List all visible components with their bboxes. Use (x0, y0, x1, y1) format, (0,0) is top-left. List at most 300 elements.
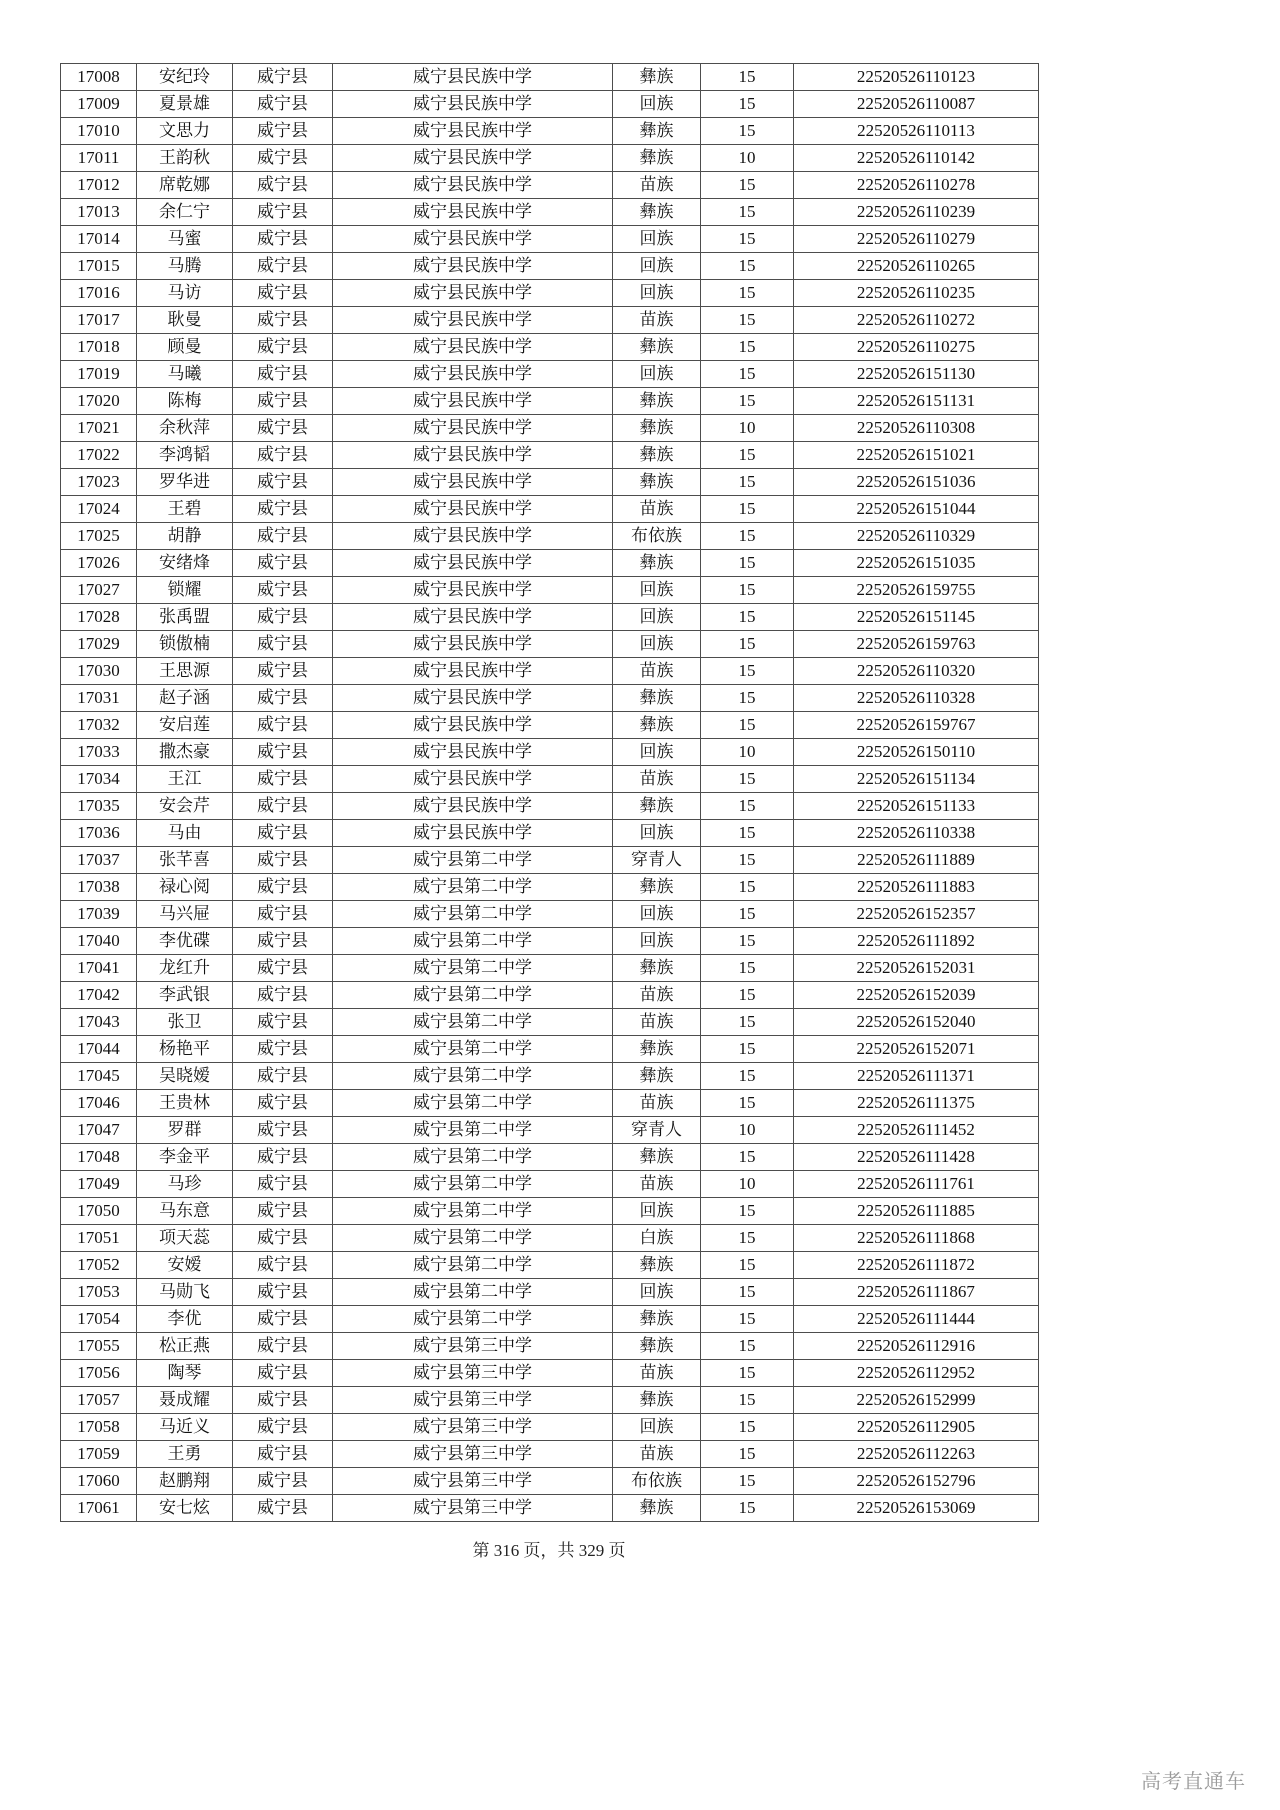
table-cell: 22520526151044 (794, 496, 1039, 523)
table-row (61, 928, 1039, 955)
table-cell: 22520526110329 (794, 523, 1039, 550)
table-row (61, 1495, 1039, 1522)
table-row (61, 766, 1039, 793)
table-cell: 17021 (61, 415, 137, 442)
table-cell: 威宁县 (233, 766, 333, 793)
table-cell: 李优碟 (137, 928, 233, 955)
table-cell: 22520526111428 (794, 1144, 1039, 1171)
table-cell: 威宁县第三中学 (333, 1468, 613, 1495)
table-cell: 威宁县 (233, 1117, 333, 1144)
table-cell: 17019 (61, 361, 137, 388)
table-cell: 彝族 (613, 469, 701, 496)
table-row (61, 793, 1039, 820)
table-cell: 马访 (137, 280, 233, 307)
table-cell: 15 (701, 631, 794, 658)
table-cell: 彝族 (613, 1063, 701, 1090)
table-cell: 回族 (613, 1198, 701, 1225)
table-cell: 22520526111371 (794, 1063, 1039, 1090)
table-cell: 席乾娜 (137, 172, 233, 199)
table-cell: 22520526159767 (794, 712, 1039, 739)
table-cell: 余秋萍 (137, 415, 233, 442)
table-cell: 安嫒 (137, 1252, 233, 1279)
table-cell: 22520526153069 (794, 1495, 1039, 1522)
table-cell: 威宁县民族中学 (333, 64, 613, 91)
table-cell: 威宁县第二中学 (333, 1225, 613, 1252)
table-row (61, 1333, 1039, 1360)
table-cell: 夏景雄 (137, 91, 233, 118)
table-cell: 17031 (61, 685, 137, 712)
table-cell: 安启莲 (137, 712, 233, 739)
table-cell: 22520526152040 (794, 1009, 1039, 1036)
watermark-text: 高考直通车 (1141, 1771, 1246, 1793)
table-cell: 15 (701, 253, 794, 280)
table-cell: 22520526152031 (794, 955, 1039, 982)
table-cell: 威宁县 (233, 172, 333, 199)
table-cell: 王勇 (137, 1441, 233, 1468)
table-row (61, 442, 1039, 469)
table-cell: 22520526151130 (794, 361, 1039, 388)
table-row (61, 1198, 1039, 1225)
table-row (61, 1387, 1039, 1414)
table-cell: 10 (701, 1117, 794, 1144)
table-cell: 17059 (61, 1441, 137, 1468)
table-cell: 15 (701, 1495, 794, 1522)
table-cell: 威宁县 (233, 793, 333, 820)
table-cell: 威宁县 (233, 1036, 333, 1063)
table-cell: 22520526110308 (794, 415, 1039, 442)
table-cell: 威宁县 (233, 64, 333, 91)
table-cell: 17027 (61, 577, 137, 604)
table-cell: 15 (701, 199, 794, 226)
table-cell: 15 (701, 1198, 794, 1225)
table-cell: 威宁县 (233, 1144, 333, 1171)
table-cell: 威宁县民族中学 (333, 280, 613, 307)
table-cell: 22520526111444 (794, 1306, 1039, 1333)
table-cell: 苗族 (613, 982, 701, 1009)
table-cell: 彝族 (613, 712, 701, 739)
table-cell: 17024 (61, 496, 137, 523)
table-cell: 苗族 (613, 307, 701, 334)
table-cell: 15 (701, 820, 794, 847)
table-cell: 威宁县 (233, 658, 333, 685)
table-row (61, 1090, 1039, 1117)
table-cell: 回族 (613, 253, 701, 280)
table-row (61, 1036, 1039, 1063)
table-cell: 文思力 (137, 118, 233, 145)
table-cell: 彝族 (613, 1144, 701, 1171)
table-cell: 威宁县 (233, 523, 333, 550)
table-cell: 15 (701, 523, 794, 550)
table-cell: 威宁县第二中学 (333, 1144, 613, 1171)
table-cell: 胡静 (137, 523, 233, 550)
table-cell: 22520526112916 (794, 1333, 1039, 1360)
table-cell: 威宁县第二中学 (333, 1117, 613, 1144)
table-cell: 15 (701, 955, 794, 982)
table-cell: 威宁县 (233, 928, 333, 955)
table-cell: 威宁县 (233, 388, 333, 415)
table-cell: 回族 (613, 901, 701, 928)
table-cell: 22520526151145 (794, 604, 1039, 631)
table-cell: 威宁县 (233, 1495, 333, 1522)
table-cell: 彝族 (613, 442, 701, 469)
table-cell: 17046 (61, 1090, 137, 1117)
table-cell: 顾曼 (137, 334, 233, 361)
table-cell: 17052 (61, 1252, 137, 1279)
table-cell: 威宁县 (233, 361, 333, 388)
table-cell: 威宁县民族中学 (333, 577, 613, 604)
table-row (61, 118, 1039, 145)
table-cell: 17061 (61, 1495, 137, 1522)
table-cell: 彝族 (613, 415, 701, 442)
table-cell: 威宁县 (233, 91, 333, 118)
table-cell: 苗族 (613, 658, 701, 685)
table-cell: 22520526152071 (794, 1036, 1039, 1063)
table-cell: 22520526110142 (794, 145, 1039, 172)
table-cell: 威宁县 (233, 1387, 333, 1414)
table-cell: 威宁县第二中学 (333, 982, 613, 1009)
roster-table-body (61, 64, 1039, 1522)
table-cell: 17038 (61, 874, 137, 901)
table-cell: 17056 (61, 1360, 137, 1387)
table-cell: 彝族 (613, 1252, 701, 1279)
table-cell: 威宁县 (233, 631, 333, 658)
table-cell: 回族 (613, 1279, 701, 1306)
table-cell: 22520526110279 (794, 226, 1039, 253)
table-cell: 苗族 (613, 1441, 701, 1468)
table-cell: 22520526112952 (794, 1360, 1039, 1387)
table-row (61, 1117, 1039, 1144)
table-cell: 10 (701, 739, 794, 766)
table-cell: 威宁县 (233, 1009, 333, 1036)
table-cell: 15 (701, 1144, 794, 1171)
table-cell: 彝族 (613, 118, 701, 145)
table-cell: 17028 (61, 604, 137, 631)
table-cell: 22520526110235 (794, 280, 1039, 307)
table-cell: 威宁县 (233, 1441, 333, 1468)
table-cell: 威宁县民族中学 (333, 631, 613, 658)
table-row (61, 334, 1039, 361)
table-row (61, 685, 1039, 712)
table-cell: 22520526110275 (794, 334, 1039, 361)
table-row (61, 550, 1039, 577)
table-cell: 苗族 (613, 1090, 701, 1117)
table-cell: 威宁县民族中学 (333, 415, 613, 442)
table-cell: 彝族 (613, 388, 701, 415)
table-row (61, 1009, 1039, 1036)
table-cell: 15 (701, 91, 794, 118)
table-cell: 15 (701, 1279, 794, 1306)
table-cell: 威宁县 (233, 1279, 333, 1306)
table-row (61, 820, 1039, 847)
table-row (61, 901, 1039, 928)
table-cell: 王韵秋 (137, 145, 233, 172)
table-cell: 15 (701, 712, 794, 739)
table-cell: 马由 (137, 820, 233, 847)
table-cell: 马东意 (137, 1198, 233, 1225)
table-cell: 苗族 (613, 1009, 701, 1036)
table-row (61, 739, 1039, 766)
table-row (61, 658, 1039, 685)
table-cell: 22520526110338 (794, 820, 1039, 847)
table-cell: 李武银 (137, 982, 233, 1009)
table-cell: 15 (701, 928, 794, 955)
table-cell: 王贵林 (137, 1090, 233, 1117)
table-cell: 17011 (61, 145, 137, 172)
table-cell: 17013 (61, 199, 137, 226)
table-cell: 威宁县 (233, 955, 333, 982)
table-row (61, 523, 1039, 550)
table-cell: 15 (701, 226, 794, 253)
table-cell: 彝族 (613, 199, 701, 226)
table-cell: 17050 (61, 1198, 137, 1225)
table-cell: 马勋飞 (137, 1279, 233, 1306)
table-cell: 威宁县 (233, 1333, 333, 1360)
table-cell: 马珍 (137, 1171, 233, 1198)
table-cell: 威宁县第二中学 (333, 955, 613, 982)
table-cell: 17043 (61, 1009, 137, 1036)
table-cell: 15 (701, 1036, 794, 1063)
table-cell: 安七炫 (137, 1495, 233, 1522)
table-cell: 22520526111885 (794, 1198, 1039, 1225)
table-cell: 王思源 (137, 658, 233, 685)
table-cell: 回族 (613, 739, 701, 766)
table-cell: 赵子涵 (137, 685, 233, 712)
table-cell: 15 (701, 874, 794, 901)
table-row (61, 64, 1039, 91)
table-cell: 15 (701, 1333, 794, 1360)
table-cell: 17048 (61, 1144, 137, 1171)
table-row (61, 712, 1039, 739)
table-cell: 威宁县民族中学 (333, 820, 613, 847)
table-cell: 彝族 (613, 1306, 701, 1333)
table-cell: 威宁县民族中学 (333, 793, 613, 820)
table-cell: 17057 (61, 1387, 137, 1414)
table-cell: 威宁县民族中学 (333, 658, 613, 685)
table-row (61, 361, 1039, 388)
table-cell: 威宁县第二中学 (333, 1063, 613, 1090)
table-cell: 威宁县第二中学 (333, 1279, 613, 1306)
table-row (61, 145, 1039, 172)
table-cell: 苗族 (613, 766, 701, 793)
table-cell: 回族 (613, 91, 701, 118)
table-row (61, 1279, 1039, 1306)
table-cell: 17026 (61, 550, 137, 577)
table-cell: 22520526110320 (794, 658, 1039, 685)
table-cell: 威宁县 (233, 604, 333, 631)
table-cell: 15 (701, 1063, 794, 1090)
table-cell: 威宁县 (233, 577, 333, 604)
table-cell: 陶琴 (137, 1360, 233, 1387)
table-cell: 15 (701, 766, 794, 793)
table-cell: 威宁县 (233, 442, 333, 469)
table-cell: 威宁县第二中学 (333, 874, 613, 901)
table-cell: 22520526110087 (794, 91, 1039, 118)
table-cell: 威宁县 (233, 415, 333, 442)
table-cell: 22520526110265 (794, 253, 1039, 280)
table-cell: 回族 (613, 226, 701, 253)
table-cell: 22520526110328 (794, 685, 1039, 712)
table-cell: 15 (701, 1360, 794, 1387)
table-cell: 苗族 (613, 1171, 701, 1198)
table-cell: 威宁县第二中学 (333, 1306, 613, 1333)
table-cell: 威宁县 (233, 145, 333, 172)
table-cell: 威宁县民族中学 (333, 604, 613, 631)
table-cell: 22520526151131 (794, 388, 1039, 415)
table-cell: 22520526159755 (794, 577, 1039, 604)
table-cell: 17045 (61, 1063, 137, 1090)
table-cell: 22520526110113 (794, 118, 1039, 145)
table-cell: 禄心阅 (137, 874, 233, 901)
table-cell: 彝族 (613, 955, 701, 982)
table-cell: 22520526110278 (794, 172, 1039, 199)
table-cell: 赵鹏翔 (137, 1468, 233, 1495)
table-cell: 15 (701, 64, 794, 91)
table-cell: 威宁县民族中学 (333, 145, 613, 172)
table-cell: 威宁县民族中学 (333, 550, 613, 577)
table-cell: 15 (701, 307, 794, 334)
table-cell: 威宁县 (233, 739, 333, 766)
table-cell: 彝族 (613, 1495, 701, 1522)
table-cell: 威宁县 (233, 253, 333, 280)
table-cell: 耿曼 (137, 307, 233, 334)
table-cell: 15 (701, 388, 794, 415)
table-cell: 威宁县 (233, 226, 333, 253)
table-cell: 15 (701, 1468, 794, 1495)
table-cell: 威宁县第三中学 (333, 1495, 613, 1522)
table-cell: 威宁县民族中学 (333, 685, 613, 712)
table-row (61, 1414, 1039, 1441)
table-cell: 回族 (613, 631, 701, 658)
table-cell: 威宁县 (233, 1090, 333, 1117)
table-row (61, 874, 1039, 901)
table-cell: 17018 (61, 334, 137, 361)
table-cell: 穿青人 (613, 1117, 701, 1144)
table-cell: 安纪玲 (137, 64, 233, 91)
table-cell: 威宁县民族中学 (333, 307, 613, 334)
table-cell: 15 (701, 793, 794, 820)
table-cell: 22520526111892 (794, 928, 1039, 955)
table-cell: 15 (701, 469, 794, 496)
table-cell: 22520526110272 (794, 307, 1039, 334)
table-cell: 15 (701, 1225, 794, 1252)
table-row (61, 226, 1039, 253)
table-cell: 15 (701, 118, 794, 145)
table-cell: 王碧 (137, 496, 233, 523)
table-cell: 17023 (61, 469, 137, 496)
table-cell: 17040 (61, 928, 137, 955)
table-cell: 彝族 (613, 145, 701, 172)
table-cell: 10 (701, 415, 794, 442)
table-cell: 威宁县第二中学 (333, 1252, 613, 1279)
table-cell: 威宁县 (233, 1225, 333, 1252)
table-cell: 威宁县 (233, 820, 333, 847)
table-cell: 威宁县 (233, 1468, 333, 1495)
table-cell: 威宁县 (233, 874, 333, 901)
table-cell: 22520526151134 (794, 766, 1039, 793)
table-cell: 威宁县民族中学 (333, 361, 613, 388)
table-cell: 彝族 (613, 1036, 701, 1063)
table-row (61, 1171, 1039, 1198)
table-cell: 15 (701, 1387, 794, 1414)
table-cell: 17030 (61, 658, 137, 685)
table-cell: 17010 (61, 118, 137, 145)
table-cell: 17039 (61, 901, 137, 928)
table-row (61, 496, 1039, 523)
table-cell: 10 (701, 1171, 794, 1198)
table-row (61, 1360, 1039, 1387)
table-cell: 17025 (61, 523, 137, 550)
table-row (61, 847, 1039, 874)
table-row (61, 253, 1039, 280)
table-row (61, 199, 1039, 226)
table-cell: 李优 (137, 1306, 233, 1333)
table-cell: 17017 (61, 307, 137, 334)
table-cell: 22520526111867 (794, 1279, 1039, 1306)
table-cell: 安绪烽 (137, 550, 233, 577)
table-cell: 15 (701, 496, 794, 523)
table-cell: 威宁县 (233, 1414, 333, 1441)
table-cell: 回族 (613, 577, 701, 604)
table-cell: 威宁县民族中学 (333, 523, 613, 550)
table-cell: 威宁县 (233, 199, 333, 226)
table-cell: 15 (701, 658, 794, 685)
table-row (61, 631, 1039, 658)
table-cell: 17053 (61, 1279, 137, 1306)
table-cell: 22520526111868 (794, 1225, 1039, 1252)
table-cell: 马蜜 (137, 226, 233, 253)
table-cell: 10 (701, 145, 794, 172)
table-cell: 威宁县 (233, 550, 333, 577)
table-cell: 威宁县民族中学 (333, 226, 613, 253)
table-cell: 威宁县 (233, 1306, 333, 1333)
table-cell: 威宁县第三中学 (333, 1441, 613, 1468)
table-cell: 15 (701, 901, 794, 928)
table-cell: 威宁县 (233, 1198, 333, 1225)
table-row (61, 1468, 1039, 1495)
table-cell: 彝族 (613, 874, 701, 901)
table-cell: 彝族 (613, 64, 701, 91)
table-cell: 威宁县民族中学 (333, 739, 613, 766)
table-cell: 威宁县 (233, 982, 333, 1009)
table-cell: 威宁县 (233, 1360, 333, 1387)
table-cell: 威宁县 (233, 307, 333, 334)
table-cell: 22520526111452 (794, 1117, 1039, 1144)
table-cell: 布依族 (613, 523, 701, 550)
table-cell: 15 (701, 361, 794, 388)
table-cell: 龙红升 (137, 955, 233, 982)
table-cell: 威宁县第二中学 (333, 928, 613, 955)
table-cell: 聂成耀 (137, 1387, 233, 1414)
table-cell: 17036 (61, 820, 137, 847)
table-cell: 22520526111889 (794, 847, 1039, 874)
table-cell: 22520526151021 (794, 442, 1039, 469)
table-cell: 威宁县第二中学 (333, 1171, 613, 1198)
table-cell: 威宁县第三中学 (333, 1360, 613, 1387)
table-cell: 22520526111375 (794, 1090, 1039, 1117)
table-cell: 15 (701, 1441, 794, 1468)
table-cell: 余仁宁 (137, 199, 233, 226)
table-cell: 回族 (613, 280, 701, 307)
table-cell: 白族 (613, 1225, 701, 1252)
table-cell: 17022 (61, 442, 137, 469)
table-cell: 15 (701, 334, 794, 361)
table-row (61, 1063, 1039, 1090)
table-cell: 马近义 (137, 1414, 233, 1441)
table-cell: 威宁县 (233, 496, 333, 523)
table-cell: 威宁县第二中学 (333, 1036, 613, 1063)
table-row (61, 1144, 1039, 1171)
table-cell: 威宁县民族中学 (333, 496, 613, 523)
